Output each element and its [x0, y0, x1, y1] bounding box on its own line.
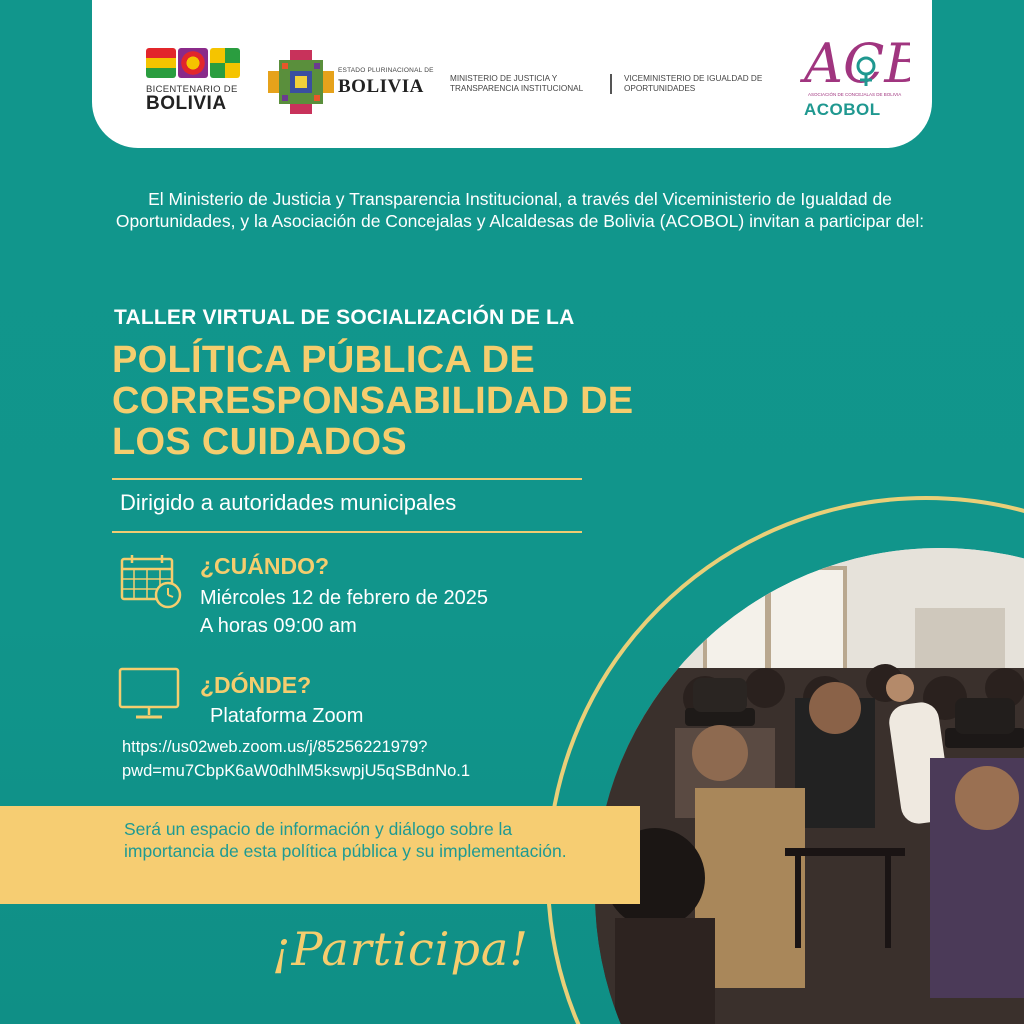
audience-text: Dirigido a autoridades municipales	[120, 490, 457, 515]
title-divider-bottom	[112, 531, 582, 533]
event-subtitle: TALLER VIRTUAL DE SOCIALIZACIÓN DE LA	[114, 306, 575, 329]
info-band-text: Será un espacio de información y diálogo sobre la importancia de esta política pública y su implementación.	[124, 819, 567, 861]
acobol-logo	[800, 30, 910, 122]
event-date: Miércoles 12 de febrero de 2025	[200, 587, 488, 609]
event-title: POLÍTICA PÚBLICA DE CORRESPONSABILIDAD DE LOS CUIDADOS	[112, 339, 634, 463]
estado-top-text: ESTADO PLURINACIONAL DE	[338, 67, 434, 74]
audience-photo	[595, 548, 1024, 1024]
bicentenario-tiles	[146, 48, 246, 80]
where-heading: ¿DÓNDE?	[200, 672, 312, 698]
estado-plurinacional-logo	[268, 50, 438, 114]
when-heading: ¿CUÁNDO?	[200, 553, 330, 579]
header-logo-bar	[92, 0, 932, 148]
bicentenario-logo	[146, 48, 246, 113]
platform-text: Plataforma Zoom	[210, 705, 364, 727]
acobol-mark-text: AC	[804, 32, 885, 95]
chakana-icon	[268, 50, 334, 114]
intro-paragraph: El Ministerio de Justicia y Transparencia Institucional, a través del Viceministerio de Igualdad de Oportunidades, y la Asociación de Concejalas y Alcaldesas de Bolivia (ACOBOL) invitan a participar del:	[115, 189, 925, 231]
acobol-mark	[800, 30, 910, 100]
viceministerio-text: VICEMINISTERIO DE IGUALDAD DE OPORTUNIDADES	[624, 74, 763, 93]
monitor-icon	[118, 667, 182, 721]
audience-photo-illustration	[595, 548, 1024, 1024]
participa-slogan: ¡Participa!	[272, 922, 529, 976]
estado-main-text: BOLIVIA	[338, 76, 424, 97]
zoom-link-line2[interactable]: pwd=mu7CbpK6aW0dhlM5kswpjU5qSBdnNo.1	[122, 762, 471, 780]
acobol-name: ACOBOL	[804, 100, 881, 119]
bicentenario-top-text: BICENTENARIO DE	[146, 84, 238, 95]
acobol-sub-text: ASOCIACIÓN DE CONCEJALAS DE BOLIVIA	[808, 92, 902, 97]
ministerio-text: MINISTERIO DE JUSTICIA Y TRANSPARENCIA INSTITUCIONAL	[450, 74, 584, 93]
title-divider-top	[112, 478, 582, 480]
calendar-clock-icon	[120, 553, 184, 609]
event-time: A horas 09:00 am	[200, 615, 357, 637]
logo-divider	[610, 74, 612, 94]
bicentenario-main-text: BOLIVIA	[146, 93, 227, 114]
zoom-link-line1[interactable]: https://us02web.zoom.us/j/85256221979?	[122, 738, 428, 756]
